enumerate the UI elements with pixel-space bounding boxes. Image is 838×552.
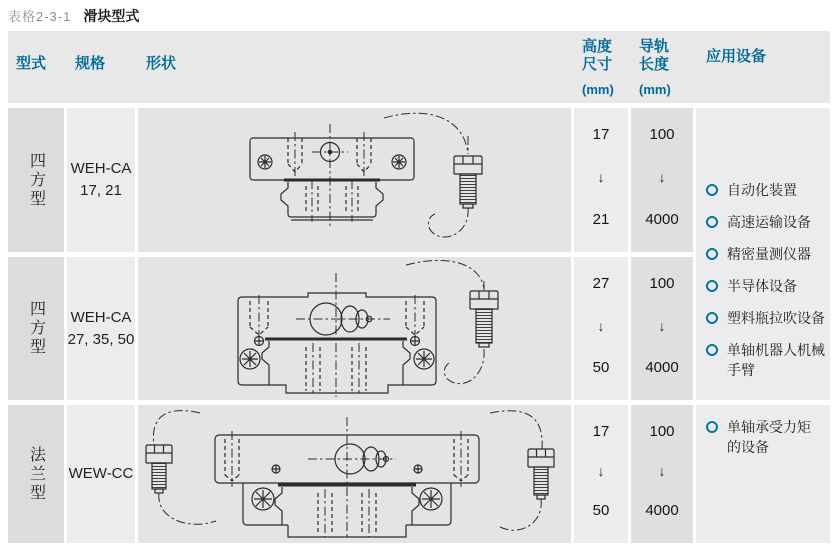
cap-screw-icon [454, 156, 482, 208]
cell-rail-row3 [631, 405, 693, 543]
header-applications: 应用设备 [706, 48, 767, 65]
cap-screw-icon [528, 449, 554, 499]
list-item: 半导体设备 [706, 276, 830, 296]
cap-screw-icon [470, 291, 498, 347]
rail-max: 4000 [645, 502, 679, 519]
down-arrow-icon: ↓ [658, 169, 666, 185]
down-arrow-icon: ↓ [597, 169, 605, 185]
spec-series: WEH-CA [70, 160, 132, 177]
header-rail-unit: (mm) [639, 82, 671, 97]
list-item: 塑料瓶拉吹设备 [706, 308, 830, 328]
list-item: 单轴机器人机械手臂 [706, 340, 830, 380]
guide-block-drawing-weh-ca-small [138, 108, 571, 252]
spec-sizes: 27, 35, 50 [67, 330, 135, 348]
spec-series: WEH-CA [70, 308, 132, 326]
cell-applications-group1 [696, 108, 830, 400]
list-item: 高速运输设备 [706, 212, 830, 232]
rail-min: 100 [649, 126, 675, 143]
cell-shape-row3 [138, 405, 571, 543]
table-title [0, 0, 838, 31]
header-height-unit: (mm) [582, 82, 614, 97]
rail-icon [281, 180, 383, 220]
down-arrow-icon: ↓ [597, 317, 605, 334]
down-arrow-icon: ↓ [658, 317, 666, 334]
rail-max: 4000 [645, 211, 679, 228]
list-item: 单轴承受力矩的设备 [706, 417, 830, 457]
header-type: 型式 [16, 55, 47, 72]
list-item: 自动化装置 [706, 180, 830, 200]
height-max: 21 [592, 211, 610, 228]
cell-rail-row2 [631, 257, 693, 400]
cell-shape-row2 [138, 257, 571, 400]
cap-screw-icon [146, 445, 172, 493]
circle-bullet-icon [706, 344, 718, 356]
header-rail: 导轨 长度 (mm) [631, 31, 696, 103]
cell-spec-row3 [67, 405, 135, 543]
down-arrow-icon: ↓ [597, 463, 605, 479]
cell-shape-row1 [138, 108, 571, 252]
guide-block-drawing-wew-cc [138, 405, 571, 543]
header-shape: 形状 [146, 55, 177, 72]
phantom-lines [153, 411, 542, 539]
circle-bullet-icon [706, 184, 718, 196]
spec-sizes: 17, 21 [80, 182, 122, 199]
table-header-row [8, 31, 830, 103]
cell-rail-row1 [631, 108, 693, 252]
guide-block-icon [250, 138, 414, 180]
height-min: 17 [592, 423, 610, 440]
phantom-lines [259, 260, 484, 397]
header-spec: 规格 [75, 55, 106, 72]
rail-min: 100 [649, 275, 675, 292]
height-min: 17 [592, 126, 610, 143]
rail-min: 100 [649, 423, 675, 440]
cell-height-row1 [574, 108, 628, 252]
table-title-text: 滑块型式 [83, 8, 140, 24]
header-height: 高度 尺寸 (mm) [574, 31, 631, 103]
applications-list [696, 417, 830, 469]
cell-applications-group2 [696, 405, 830, 543]
height-max: 50 [592, 502, 610, 519]
height-max: 50 [592, 359, 610, 376]
type-label: 四方型 [27, 300, 45, 357]
cell-spec-row2 [67, 257, 135, 400]
cell-type-row1 [8, 108, 64, 252]
list-item: 精密量测仪器 [706, 244, 830, 264]
rail-max: 4000 [645, 359, 679, 376]
cell-height-row2 [574, 257, 628, 400]
circle-bullet-icon [706, 280, 718, 292]
cell-spec-row1 [67, 108, 135, 252]
circle-bullet-icon [706, 216, 718, 228]
cell-type-row2 [8, 257, 64, 400]
cell-height-row3 [574, 405, 628, 543]
down-arrow-icon: ↓ [658, 463, 666, 479]
type-label: 四方型 [27, 151, 45, 209]
table-number: 表格2-3-1 [8, 9, 72, 24]
circle-bullet-icon [706, 312, 718, 324]
phantom-lines [295, 113, 468, 237]
slider-type-table [8, 31, 830, 543]
applications-list [696, 180, 830, 392]
type-label: 法兰型 [27, 445, 45, 503]
circle-bullet-icon [706, 248, 718, 260]
cell-type-row3 [8, 405, 64, 543]
circle-bullet-icon [706, 421, 718, 433]
height-min: 27 [592, 275, 610, 292]
guide-block-drawing-weh-ca-large [138, 257, 571, 400]
spec-series: WEW-CC [68, 465, 134, 482]
